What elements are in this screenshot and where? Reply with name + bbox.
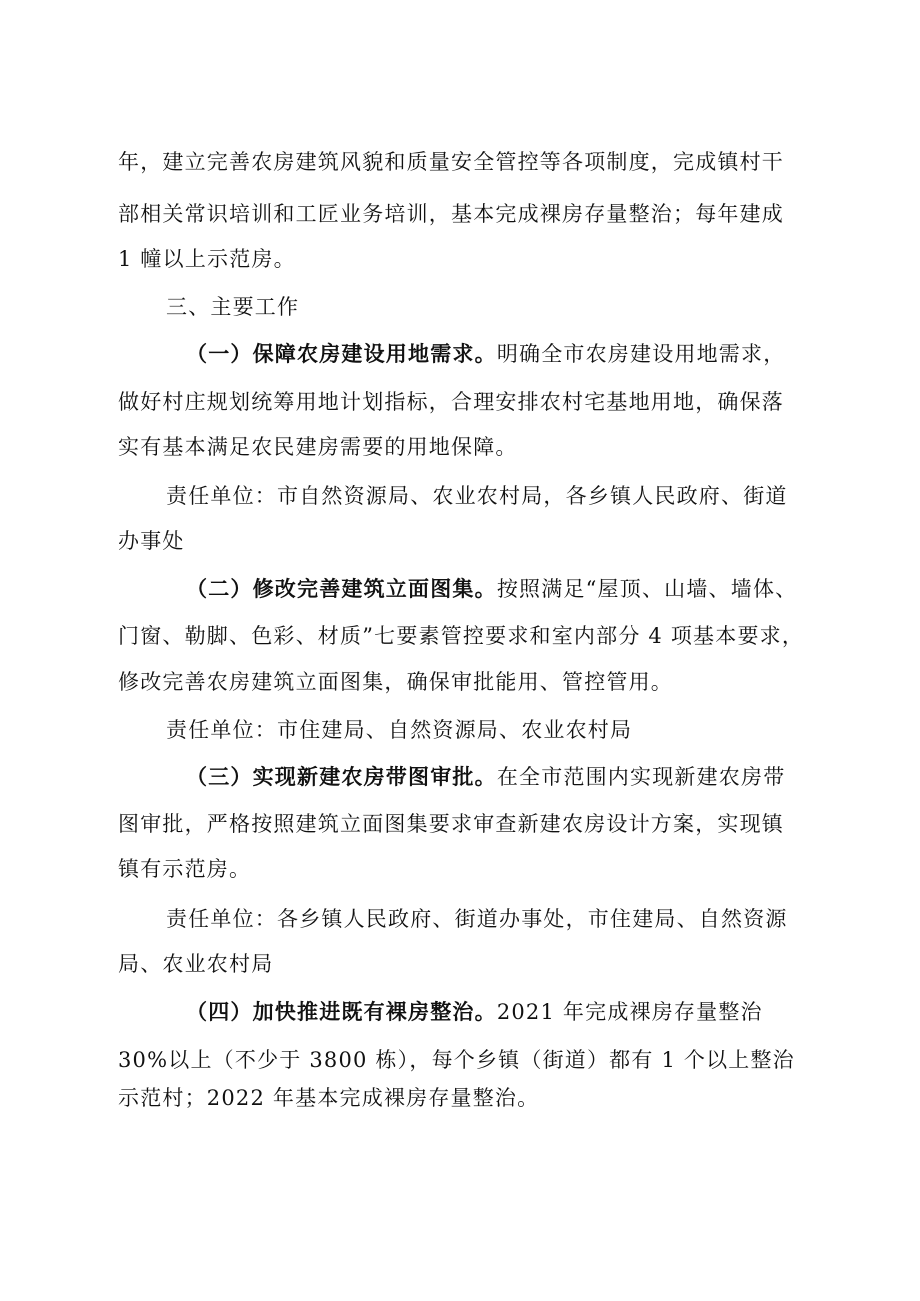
- item-line: [186, 998, 763, 1026]
- responsibility-line: 责任单位：市自然资源局、农业农村局，各乡镇人民政府、街道: [166, 484, 788, 508]
- item-line: [186, 340, 785, 368]
- item-text: 按照满足“屋顶、山墙、墙体、: [496, 577, 798, 601]
- item-heading: （三）实现新建农房带图审批。: [186, 765, 497, 789]
- item-text: 明确全市农房建设用地需求，: [496, 342, 786, 366]
- item-text: 2021 年完成裸房存量整治: [496, 1000, 763, 1024]
- responsibility-line: 责任单位：市住建局、自然资源局、农业农村局: [166, 718, 633, 742]
- paragraph-line: 做好村庄规划统筹用地计划指标，合理安排农村宅基地用地，确保落: [118, 390, 784, 414]
- responsibility-line: 办事处: [118, 529, 185, 553]
- paragraph-line: 部相关常识培训和工匠业务培训，基本完成裸房存量整治；每年建成: [118, 202, 784, 226]
- item-heading: （一）保障农房建设用地需求。: [186, 342, 497, 366]
- item-line: [186, 763, 785, 791]
- item-heading: （四）加快推进既有裸房整治。: [186, 1000, 497, 1024]
- paragraph-line: 实有基本满足农民建房需要的用地保障。: [118, 435, 518, 459]
- paragraph-line: 1 幢以上示范房。: [118, 247, 296, 271]
- item-heading: （二）修改完善建筑立面图集。: [186, 577, 497, 601]
- paragraph-line: 镇有示范房。: [118, 857, 252, 881]
- paragraph-line: 示范村；2022 年基本完成裸房存量整治。: [118, 1086, 540, 1110]
- responsibility-line: 局、农业农村局: [118, 952, 274, 976]
- item-line: [186, 575, 797, 603]
- paragraph-line: 30%以上（不少于 3800 栋），每个乡镇（街道）都有 1 个以上整治: [118, 1048, 795, 1072]
- paragraph-line: 年，建立完善农房建筑风貌和质量安全管控等各项制度，完成镇村干: [118, 150, 784, 174]
- paragraph-line: 图审批，严格按照建筑立面图集要求审查新建农房设计方案，实现镇: [118, 812, 784, 836]
- item-text: 在全市范围内实现新建农房带: [496, 765, 786, 789]
- paragraph-line: 门窗、勒脚、色彩、材质”七要素管控要求和室内部分 4 项基本要求，: [118, 624, 805, 648]
- paragraph-line: 修改完善农房建筑立面图集，确保审批能用、管控管用。: [118, 670, 673, 694]
- section-heading: 三、主要工作: [166, 295, 300, 319]
- responsibility-line: 责任单位：各乡镇人民政府、街道办事处，市住建局、自然资源: [166, 907, 788, 931]
